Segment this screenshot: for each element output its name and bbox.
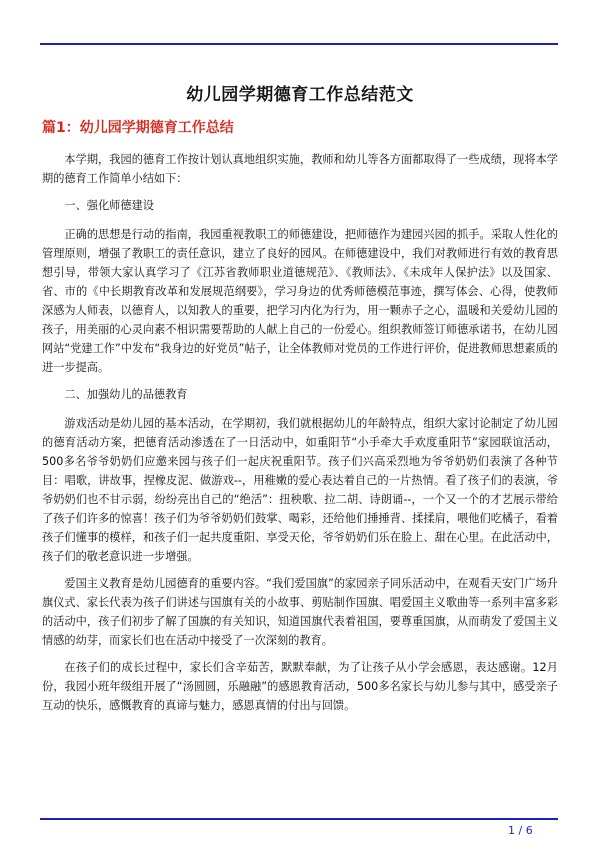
footer-rule [40,818,558,820]
document-body [42,150,558,723]
heading-teacher-ethics: 一、强化师德建设 [64,199,154,212]
paragraph-gratitude: 在孩子们的成长过程中，家长们含辛茹苦，默默奉献，为了让孩子从小学会感恩，表达感谢。12月份，我园小班年级组开展了“汤圆圆，乐融融”的感恩教育活动，500多名家长与幼儿参与其中，感受亲子互动的快乐，感慨教育的真谛与魅力，感恩真情的付出与回馈。 [42,661,558,712]
header-rule [40,43,558,45]
section-title: 篇1：幼儿园学期德育工作总结 [42,120,234,136]
paragraph-teacher-ethics: 正确的思想是行动的指南，我园重视教职工的师德建设，把师德作为建园兴园的抓手。采取人性化的管理原则，增强了教职工的责任意识，建立了良好的园风。在师德建设中，我们对教师进行有效的教育思想引导，带领大家认真学习了《江苏省教师职业道德规范》、《教师法》、《未成年人保护法》以及国家、省、市的《中长期教育改革和发展规范纲要》，学习身边的优秀师德模范事迹，撰写体会、心得，使教师深感为人师表，以德育人，以知教人的重要，把学习内化为行为，用一颗赤子之心，温暖和关爱幼儿园的孩子，用美丽的心灵向素不相识需要帮助的人献上自己的一份爱心。组织教师签订师德承诺书，在幼儿园网站“党建工作”中发布“我身边的好党员”帖子，让全体教师对党员的工作进行评价，促进教师思想素质的进一步提高。 [42,228,558,374]
document-title: 幼儿园学期德育工作总结范文 [186,85,414,105]
paragraph-game-activities: 游戏活动是幼儿园的基本活动，在学期初，我们就根据幼儿的年龄特点，组织大家讨论制定了幼儿园的德育活动方案，把德育活动渗透在了一日活动中，如重阳节“小手牵大手欢度重阳节”家园联谊活动，500多名爷爷奶奶们应邀来园与孩子们一起庆祝重阳节。孩子们兴高采烈地为爷爷奶奶们表演了各种节目：唱歌，讲故事，捏橡皮泥、做游戏--，用稚嫩的爱心表达着自己的一片热情。看了孩子们的表演，爷爷奶奶们也不甘示弱，纷纷亮出自己的“绝活”：扭秧歌、拉二胡、诗朗诵--，一个又一个的才艺展示带给了孩子们许多的惊喜！孩子们为爷爷奶奶们鼓掌、喝彩，还给他们捶捶背、揉揉肩，喂他们吃橘子，看着孩子们懂事的模样，和孩子们一起共度重阳、享受天伦，爷爷奶奶们乐在脸上、甜在心里。在此活动中，孩子们的敬老意识进一步增强。 [42,417,558,563]
heading-child-morality: 二、加强幼儿的品德教育 [64,388,188,401]
paragraph-patriotism: 爱国主义教育是幼儿园德育的重要内容。“我们爱国旗”的家园亲子同乐活动中，在观看天安门广场升旗仪式、家长代表为孩子们讲述与国旗有关的小故事、剪贴制作国旗、唱爱国主义歌曲等一系列丰富多彩的活动中，孩子们初步了解了国旗的有关知识，知道国旗代表着祖国，要尊重国旗，从而萌发了爱国主义情感的幼芽，而家长们也在活动中接受了一次深刻的教育。 [42,577,558,647]
paragraph-intro: 本学期，我园的德育工作按计划认真地组织实施，教师和幼儿等各方面都取得了一些成绩，现将本学期的德育工作简单小结如下： [42,153,558,185]
page-number: 1 / 6 [508,824,533,837]
